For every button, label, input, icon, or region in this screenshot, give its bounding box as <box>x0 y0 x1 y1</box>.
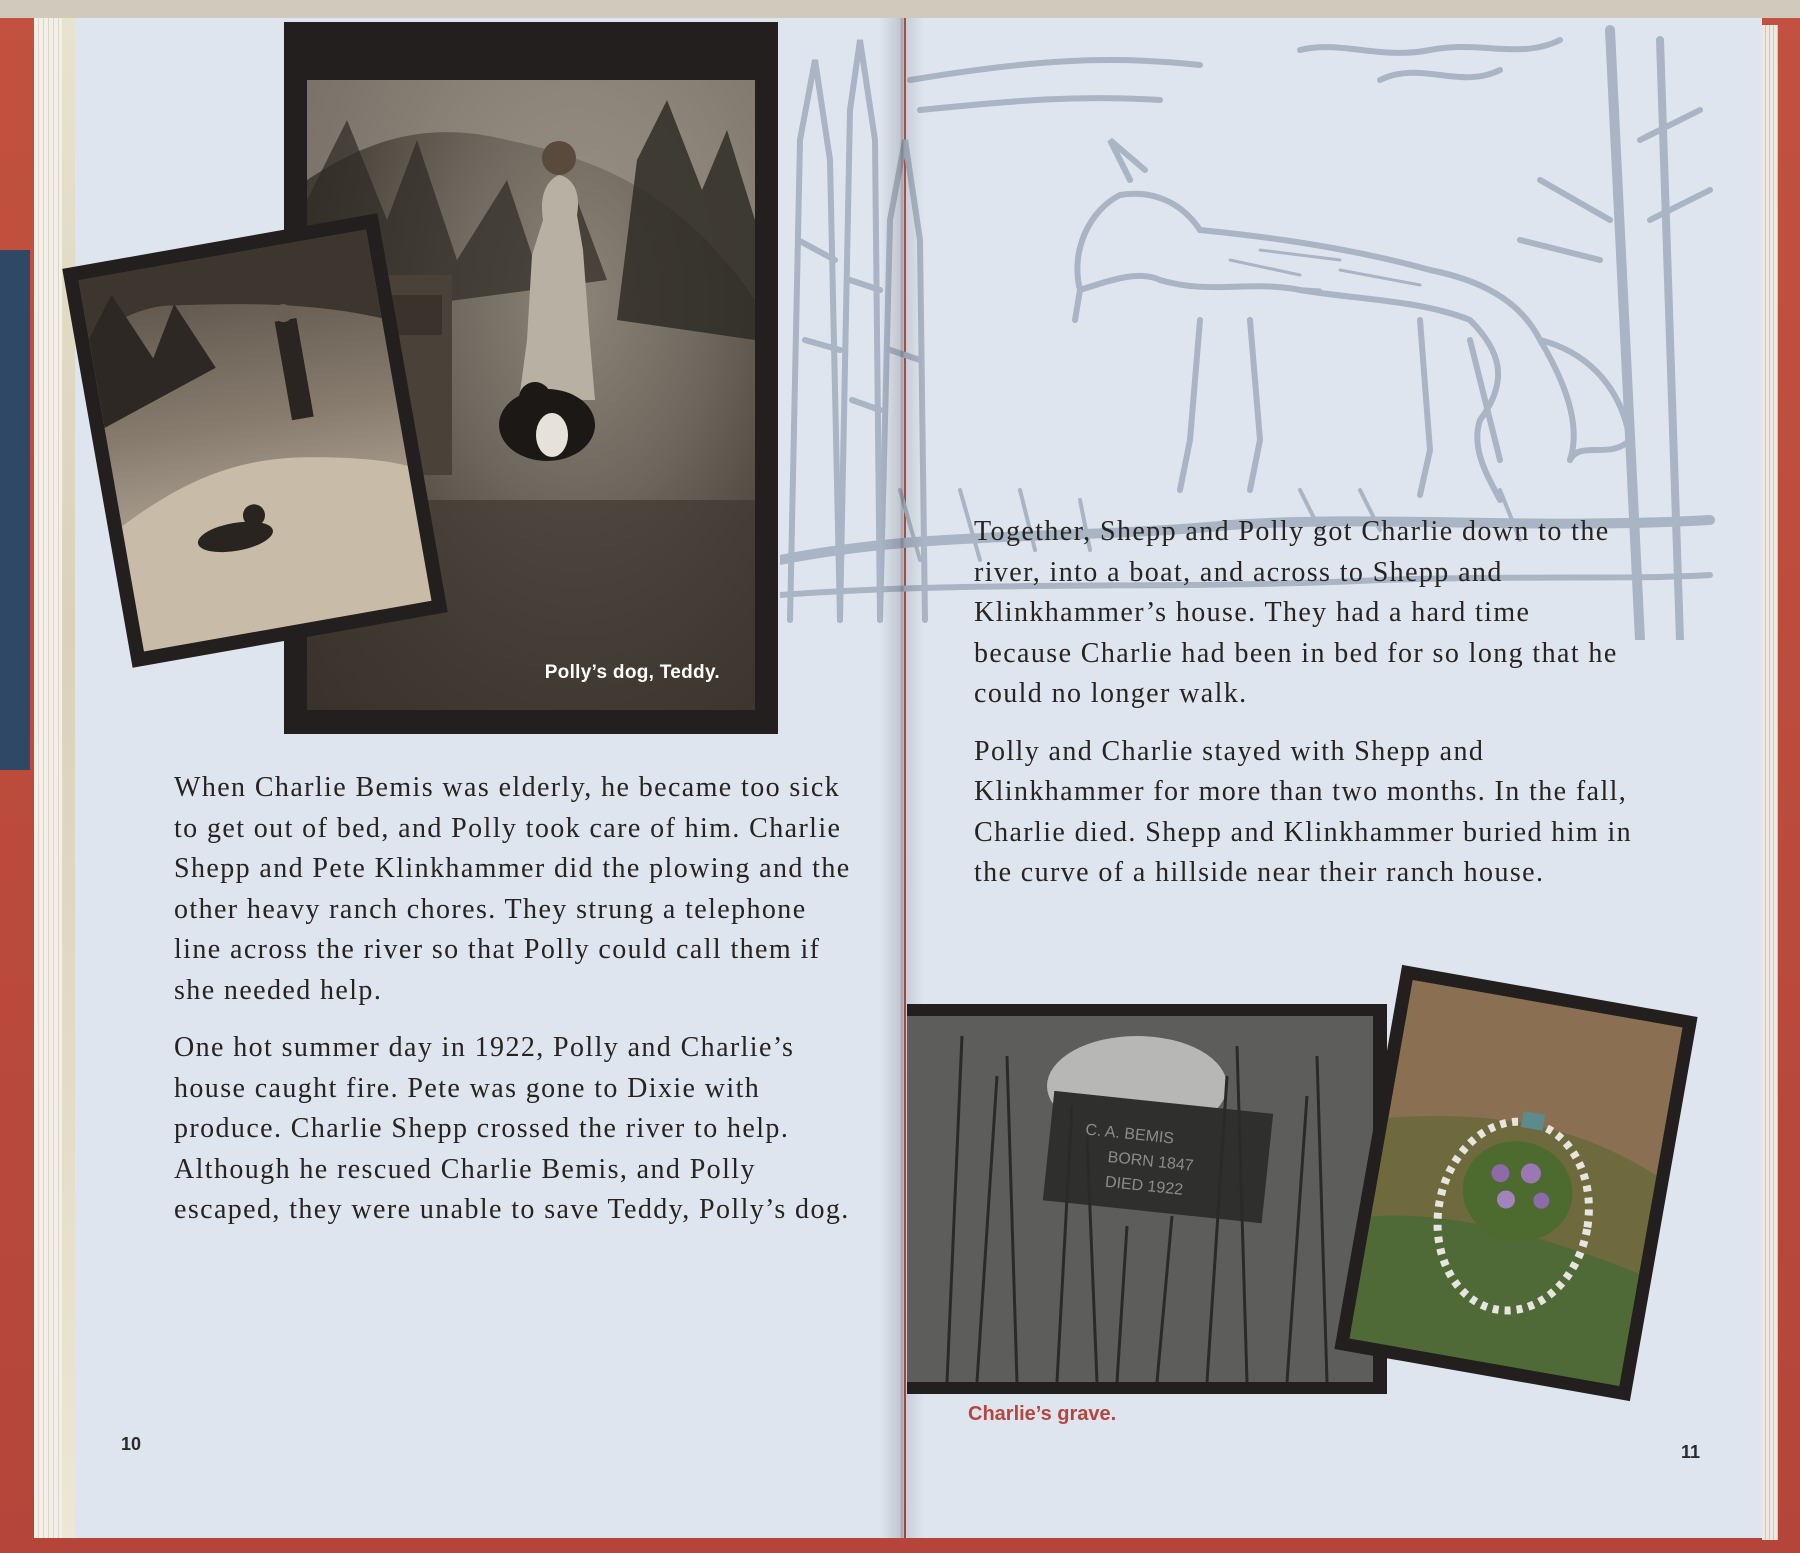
man-with-dog-image <box>78 230 431 652</box>
marker-line-2: BORN 1847 <box>1106 1148 1195 1175</box>
left-paragraph-2: One hot summer day in 1922, Polly and Charlie’s house caught fire. Pete was gone to Dixie with produce. Charlie Shepp crossed the river to help. Although he rescued Charlie Bemis, and Polly escaped, they were unable to save Teddy, Polly’s dog. <box>174 1032 850 1225</box>
right-paragraph-2: Polly and Charlie stayed with Shepp and Klinkhammer for more than two months. In the fall, Charlie died. Shepp and Klinkhammer buried him in the curve of a hillside near their ranch house. <box>974 735 1633 888</box>
marker-line-3: DIED 1922 <box>1104 1173 1184 1199</box>
marker-line-1: C. A. BEMIS <box>1084 1121 1175 1148</box>
grave-marker-scene <box>907 1016 1373 1382</box>
right-paragraph-1: Together, Shepp and Polly got Charlie down to the river, into a boat, and across to Shepp and Klinkhammer’s house. They had a hard time because Charlie had been in bed for so long that he could no longer walk. <box>974 516 1618 709</box>
right-page-text <box>974 512 1634 911</box>
page-number-right: 11 <box>1681 1442 1701 1462</box>
grave-flowers-scene <box>1349 980 1682 1386</box>
page-stack-right <box>1762 25 1778 1540</box>
left-page-text <box>174 768 854 1248</box>
grave-caption: Charlie’s grave. <box>968 1403 1117 1425</box>
grave-flowers-image <box>1349 980 1682 1386</box>
left-paragraph-1: When Charlie Bemis was elderly, he became too sick to get out of bed, and Polly took care of him. Charlie Shepp and Pete Klinkhammer did the plowing and the other heavy ranch chores. They strung a telephone line across the river so that Polly could call them if she needed help. <box>174 772 851 1006</box>
cover-top-edge <box>0 0 1800 18</box>
grave-marker-photo <box>907 1004 1387 1394</box>
spine-blue-band <box>0 250 30 770</box>
page-number-left: 10 <box>121 1434 142 1454</box>
polly-dog-caption: Polly’s dog, Teddy. <box>544 662 720 683</box>
man-with-dog-scene <box>78 230 431 652</box>
grave-marker-image <box>907 1016 1373 1382</box>
